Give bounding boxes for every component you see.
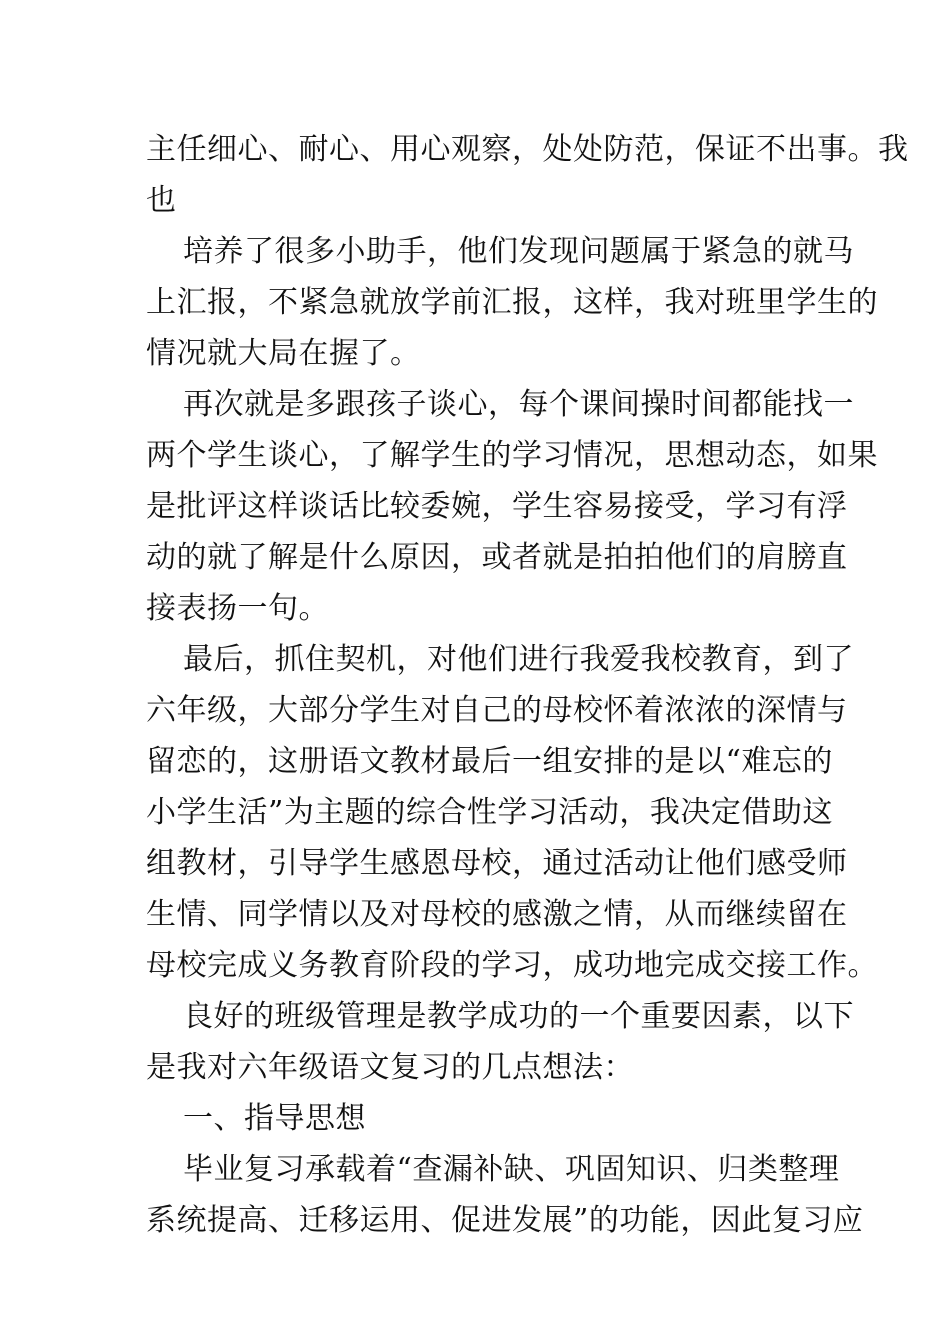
text-line: 系统提高、迁移运用、促进发展”的功能，因此复习应 <box>146 1203 864 1238</box>
text-line: 再次就是多跟孩子谈心，每个课间操时间都能找一 <box>183 387 854 422</box>
section-heading: 一、指导思想 <box>183 1101 366 1136</box>
text-line: 六年级，大部分学生对自己的母校怀着浓浓的深情与 <box>146 693 848 728</box>
text-line: 是我对六年级语文复习的几点想法： <box>146 1050 634 1085</box>
text-line: 母校完成义务教育阶段的学习，成功地完成交接工作。 <box>146 948 878 983</box>
text-line: 上汇报，不紧急就放学前汇报，这样，我对班里学生的 <box>146 285 878 320</box>
text-line: 最后，抓住契机，对他们进行我爱我校教育，到了 <box>183 642 854 677</box>
text-line: 小学生活”为主题的综合性学习活动，我决定借助这 <box>146 795 833 830</box>
text-line: 毕业复习承载着“查漏补缺、巩固知识、归类整理 <box>183 1152 840 1187</box>
text-line: 良好的班级管理是教学成功的一个重要因素，以下 <box>183 999 854 1034</box>
text-line: 主任细心、耐心、用心观察，处处防范，保证不出事。我 <box>146 132 909 167</box>
text-line: 生情、同学情以及对母校的感激之情，从而继续留在 <box>146 897 848 932</box>
text-line: 情况就大局在握了。 <box>146 336 421 371</box>
text-line: 培养了很多小助手，他们发现问题属于紧急的就马 <box>183 234 854 269</box>
text-line: 两个学生谈心，了解学生的学习情况，思想动态，如果 <box>146 438 878 473</box>
text-line: 留恋的，这册语文教材最后一组安排的是以“难忘的 <box>146 744 833 779</box>
text-line: 是批评这样谈话比较委婉，学生容易接受，学习有浮 <box>146 489 848 524</box>
text-line: 动的就了解是什么原因，或者就是拍拍他们的肩膀直 <box>146 540 848 575</box>
text-line: 也 <box>146 183 177 218</box>
body-text <box>146 124 909 1246</box>
text-line: 接表扬一句。 <box>146 591 329 626</box>
text-line: 组教材，引导学生感恩母校，通过活动让他们感受师 <box>146 846 848 881</box>
